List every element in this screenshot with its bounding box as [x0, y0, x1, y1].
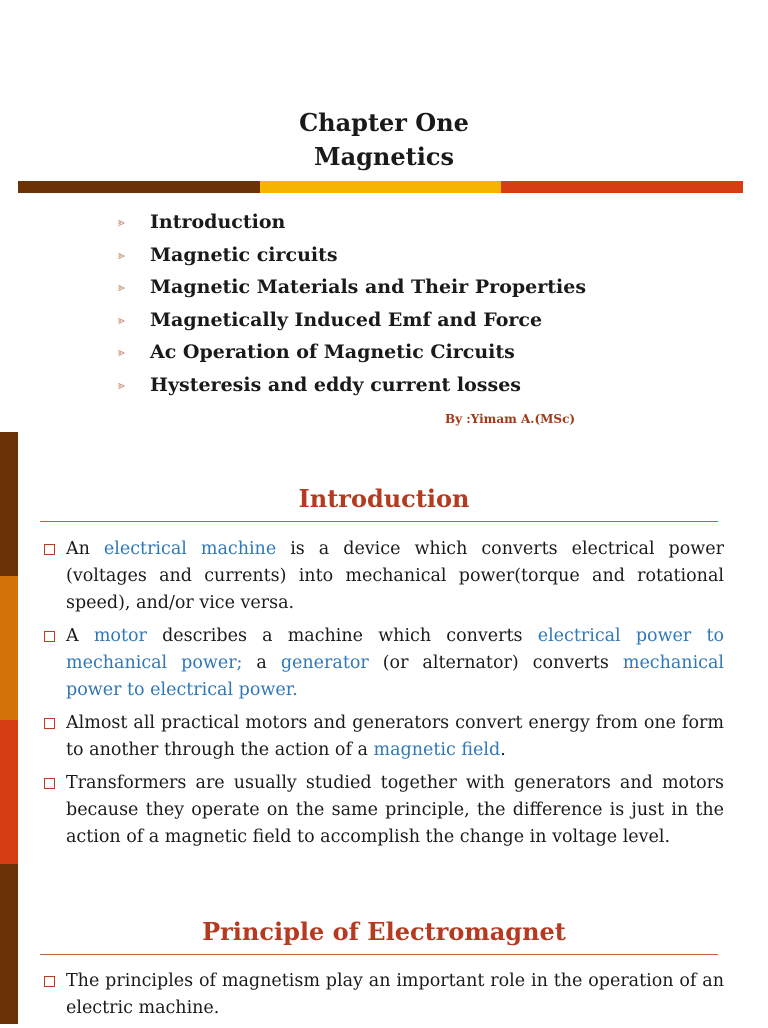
principle-heading: Principle of Electromagnet: [202, 917, 566, 946]
outline-item: [118, 208, 586, 241]
outline-item: [118, 371, 586, 404]
highlight-text: magnetic field: [373, 740, 501, 760]
highlight-text: electrical machine: [103, 539, 277, 559]
outline-item: [118, 338, 586, 371]
outline-item-text: Magnetic circuits: [150, 243, 338, 266]
outline-item-text: Ac Operation of Magnetic Circuits: [150, 341, 515, 363]
outline-item-text: Hysteresis and eddy current losses: [150, 373, 521, 396]
square-bullet-icon: [44, 976, 55, 987]
outline-item-text: Magnetically Induced Emf and Force: [150, 308, 543, 331]
highlight-text: electrical power to mechanical power;: [66, 626, 725, 673]
outline-item-text: Magnetic Materials and Their Properties: [150, 276, 587, 298]
highlight-text: motor: [93, 626, 147, 646]
title-slide: [0, 0, 768, 432]
intro-bullet-1: [42, 536, 724, 617]
bullet-icon: ⪢: [118, 377, 125, 392]
square-bullet-icon: [44, 718, 55, 729]
principle-bullet-1: [42, 968, 724, 1022]
bullet-icon: ⪢: [118, 280, 125, 294]
square-bullet-icon: [44, 631, 55, 642]
bullet-icon: ⪢: [118, 345, 125, 359]
bullet-icon: ⪢: [118, 247, 125, 262]
introduction-heading: Introduction: [298, 484, 470, 513]
divider-segment-gold: [260, 181, 502, 193]
chapter-outline: [118, 208, 586, 403]
text-run: Transformers are usually studied together with generators and motors because they operate on the same principle, the difference is just in the action of a magnetic field to accomplish the change in voltage level.: [66, 773, 724, 847]
author-byline: By :Yimam A.(MSc): [445, 412, 576, 426]
chapter-title: [0, 106, 768, 174]
intro-bullet-2: [42, 623, 724, 704]
chapter-title-line2: Magnetics: [314, 142, 454, 171]
bullet-icon: ⪢: [118, 215, 125, 229]
outline-item: [118, 241, 586, 274]
outline-item: [118, 273, 586, 306]
outline-item-text: Introduction: [150, 211, 286, 233]
principle-bullets: [42, 968, 724, 1028]
text-run: An: [66, 539, 104, 559]
text-run: describes a machine which converts: [146, 626, 538, 646]
chapter-title-line1: Chapter One: [299, 108, 469, 137]
tricolor-divider: [18, 181, 743, 193]
intro-bullet-3: [42, 710, 724, 764]
outline-item: [118, 306, 586, 339]
intro-bullet-4: [42, 770, 724, 851]
divider-segment-dark: [18, 181, 260, 193]
text-run: Almost all practical motors and generators convert energy from one form to another through the action of a: [66, 713, 724, 760]
heading-underline: [40, 521, 718, 522]
divider-segment-red: [501, 181, 743, 193]
square-bullet-icon: [44, 778, 55, 789]
stripe-segment-orange: [0, 576, 18, 720]
text-run: The principles of magnetism play an important role in the operation of an electric machine.: [66, 971, 724, 1018]
stripe-segment-red: [0, 720, 18, 864]
heading-underline-2: [40, 954, 718, 955]
square-bullet-icon: [44, 544, 55, 555]
introduction-bullets: [42, 536, 724, 857]
text-run: a: [242, 653, 281, 673]
bullet-icon: ⪢: [118, 312, 125, 327]
highlight-text: mechanical power to electrical power.: [66, 653, 724, 700]
text-run: is a device which converts electrical power (voltages and currents) into mechanical power(torque and rotational speed), and/or vice versa.: [66, 539, 724, 613]
text-run: (or alternator) converts: [368, 653, 623, 673]
text-run: .: [500, 740, 506, 760]
highlight-text: generator: [280, 653, 369, 673]
text-run: A: [66, 626, 94, 646]
